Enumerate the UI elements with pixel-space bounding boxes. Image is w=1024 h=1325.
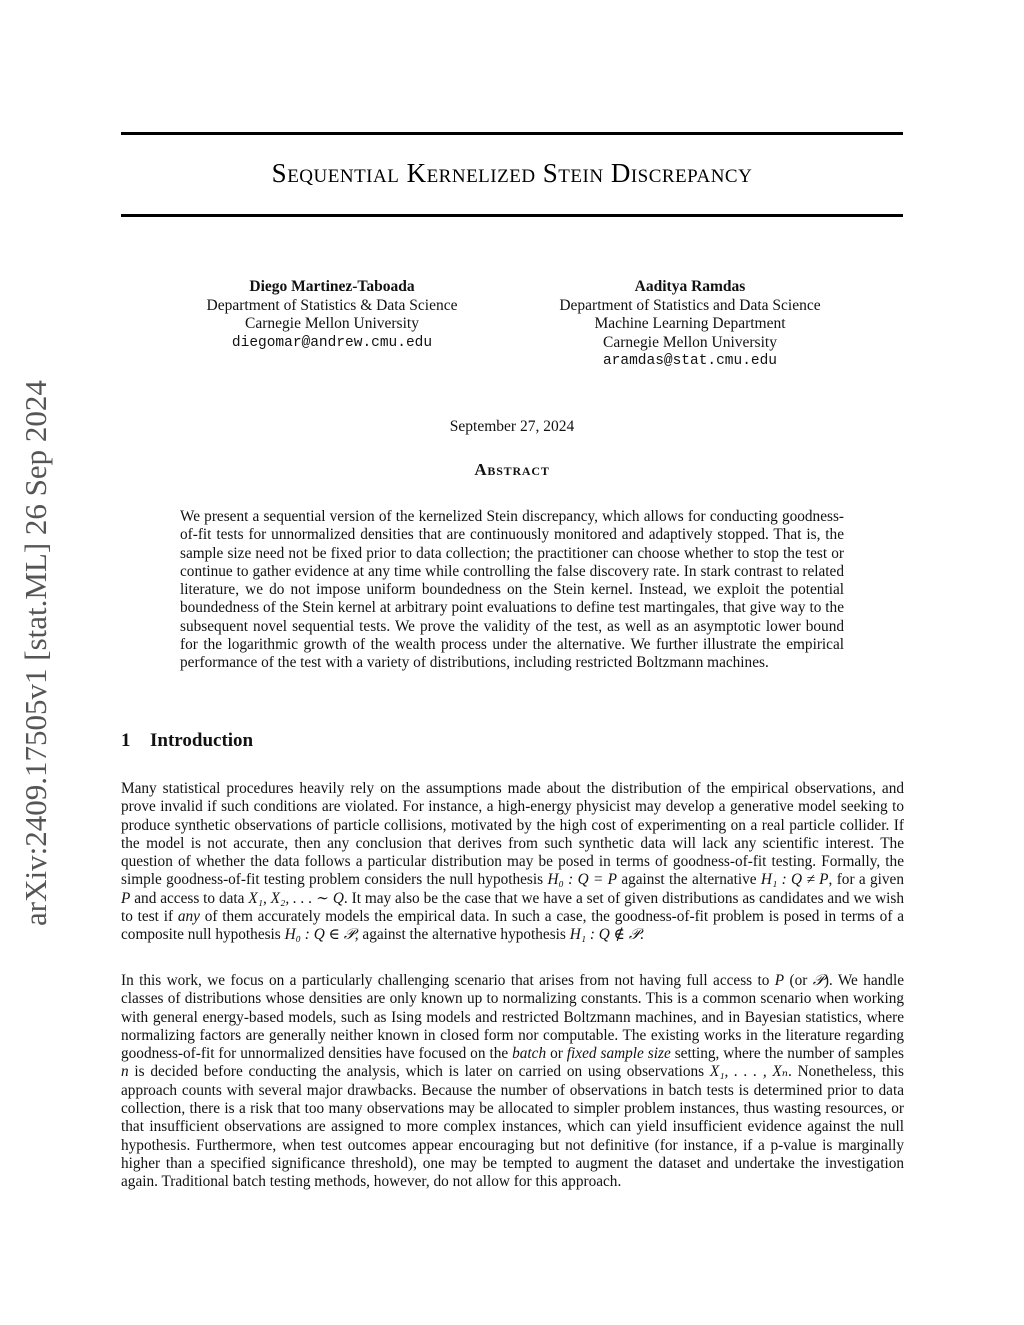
math-p: P (121, 889, 131, 907)
math-null-hypothesis: H₀ : Q = P (547, 871, 617, 889)
arxiv-identifier-stamp: arXiv:2409.17505v1 [stat.ML] 26 Sep 2024 (18, 380, 53, 926)
author-affiliation-line: Carnegie Mellon University (245, 315, 419, 332)
abstract-body: We present a sequential version of the kernelized Stein discrepancy, which allows for conducting goodness-of-fit tests for unnormalized densities that are continuously monitored and adaptively stopped. That is, the sample size need not be fixed prior to data collection; the practitioner can choose whether to stop the test or continue to gather evidence at any time while controlling the false discovery rate. In stark contrast to related literature, we do not impose uniform boundedness on the Stein kernel. Instead, we exploit the potential boundedness of the Stein kernel at arbitrary point evaluations to define test martingales, that give way to the subsequent novel sequential tests. We prove the validity of the test, as well as an asymptotic lower bound for the logarithmic growth of the wealth process under the alternative. We further illustrate the empirical performance of the test with a variety of distributions, including restricted Boltzmann machines. (180, 508, 844, 672)
math-n: n (121, 1063, 129, 1081)
title-rule-top (121, 132, 903, 135)
section-heading-introduction (121, 730, 253, 752)
author-affiliation-line: Department of Statistics and Data Science (559, 296, 821, 314)
math-alternative-hypothesis: H₁ : Q ≠ P (760, 871, 829, 889)
author-name: Aaditya Ramdas (634, 278, 746, 295)
author-email: aramdas@stat.cmu.edu (602, 353, 778, 369)
math-data-sequence: X₁, X₂, . . . ∼ Q (248, 889, 344, 907)
intro-paragraph-2: In this work, we focus on a particularly challenging scenario that arises from not having full access to P (or 𝒫). We handle classes of distributions whose densities are only known up to normalizing constants. This is a common scenario when working with general energy-based models, such as Ising models and restricted Boltzmann machines, and in Bayesian statistics, where normalizing factors are generally neither known in closed form nor computable. The existing works in the literature regarding goodness-of-fit for unnormalized densities have focused on the batch or fixed sample size setting, where the number of samples n is decided before conducting the analysis, which is later on carried on using observations X₁, . . . , Xₙ. Nonetheless, this approach counts with several major drawbacks. Because the number of observations in batch tests is determined prior to data collection, there is a risk that too many observations may be allocated to simpler problem instances, thus wasting resources, or that insufficient observations are assigned to more complex instances, which can yield insufficient evidence against the null hypothesis. Furthermore, when test outcomes appear encouraging but not definitive (for instance, if a p-value is marginally higher than a specified significance threshold), one may be tempted to augment the dataset and undertake the investigation again. Traditional batch testing methods, however, do not allow for this approach. (121, 972, 905, 1191)
math-composite-null: H₀ : Q ∈ 𝒫 (284, 926, 355, 944)
author-name: Diego Martinez-Taboada (249, 278, 415, 295)
emphasis-any: any (177, 908, 200, 926)
paper-title: Sequential Kernelized Stein Discrepancy (271, 158, 753, 188)
section-title: Introduction (150, 730, 254, 751)
author-affiliation-line: Machine Learning Department (594, 315, 786, 332)
emphasis-batch: batch (512, 1045, 547, 1063)
emphasis-fixed-sample-size: fixed sample size (566, 1045, 671, 1063)
math-p-class: 𝒫 (812, 972, 824, 989)
title-rule-bottom (121, 214, 903, 217)
math-composite-alternative: H₁ : Q ∉ 𝒫 (569, 926, 640, 944)
author-block-2 (535, 278, 845, 371)
author-email: diegomar@andrew.cmu.edu (231, 334, 433, 351)
paper-date: September 27, 2024 (449, 418, 575, 435)
math-p: P (774, 972, 785, 989)
section-number: 1 (121, 730, 131, 751)
author-affiliation-line: Department of Statistics & Data Science (206, 296, 458, 314)
author-affiliation-line: Carnegie Mellon University (603, 333, 777, 351)
intro-paragraph-1: Many statistical procedures heavily rely on the assumptions made about the distribution of the empirical observations, and prove invalid if such conditions are violated. For instance, a high-energy physicist may develop a generative model seeking to produce synthetic observations of particle collisions, motivated by the high cost of experimenting on a real particle collider. If the model is not accurate, then any conclusion that derives from such synthetic data will lack any scientific interest. The question of whether the data follows a particular distribution may be posed in terms of goodness-of-fit testing. Formally, the simple goodness-of-fit testing problem considers the null hypothesis H₀ : Q = P against the alternative H₁ : Q ≠ P, for a given P and access to data X₁, X₂, . . . ∼ Q. It may also be the case that we have a set of given distributions as candidates and we wish to test if any of them accurately models the empirical data. In such a case, the goodness-of-fit problem is posed in terms of a composite null hypothesis H₀ : Q ∈ 𝒫, against the alternative hypothesis H₁ : Q ∉ 𝒫. (121, 780, 904, 944)
author-block-1 (182, 278, 482, 352)
math-observations: X₁, . . . , Xₙ (709, 1063, 788, 1081)
abstract-heading: Abstract (474, 460, 550, 479)
